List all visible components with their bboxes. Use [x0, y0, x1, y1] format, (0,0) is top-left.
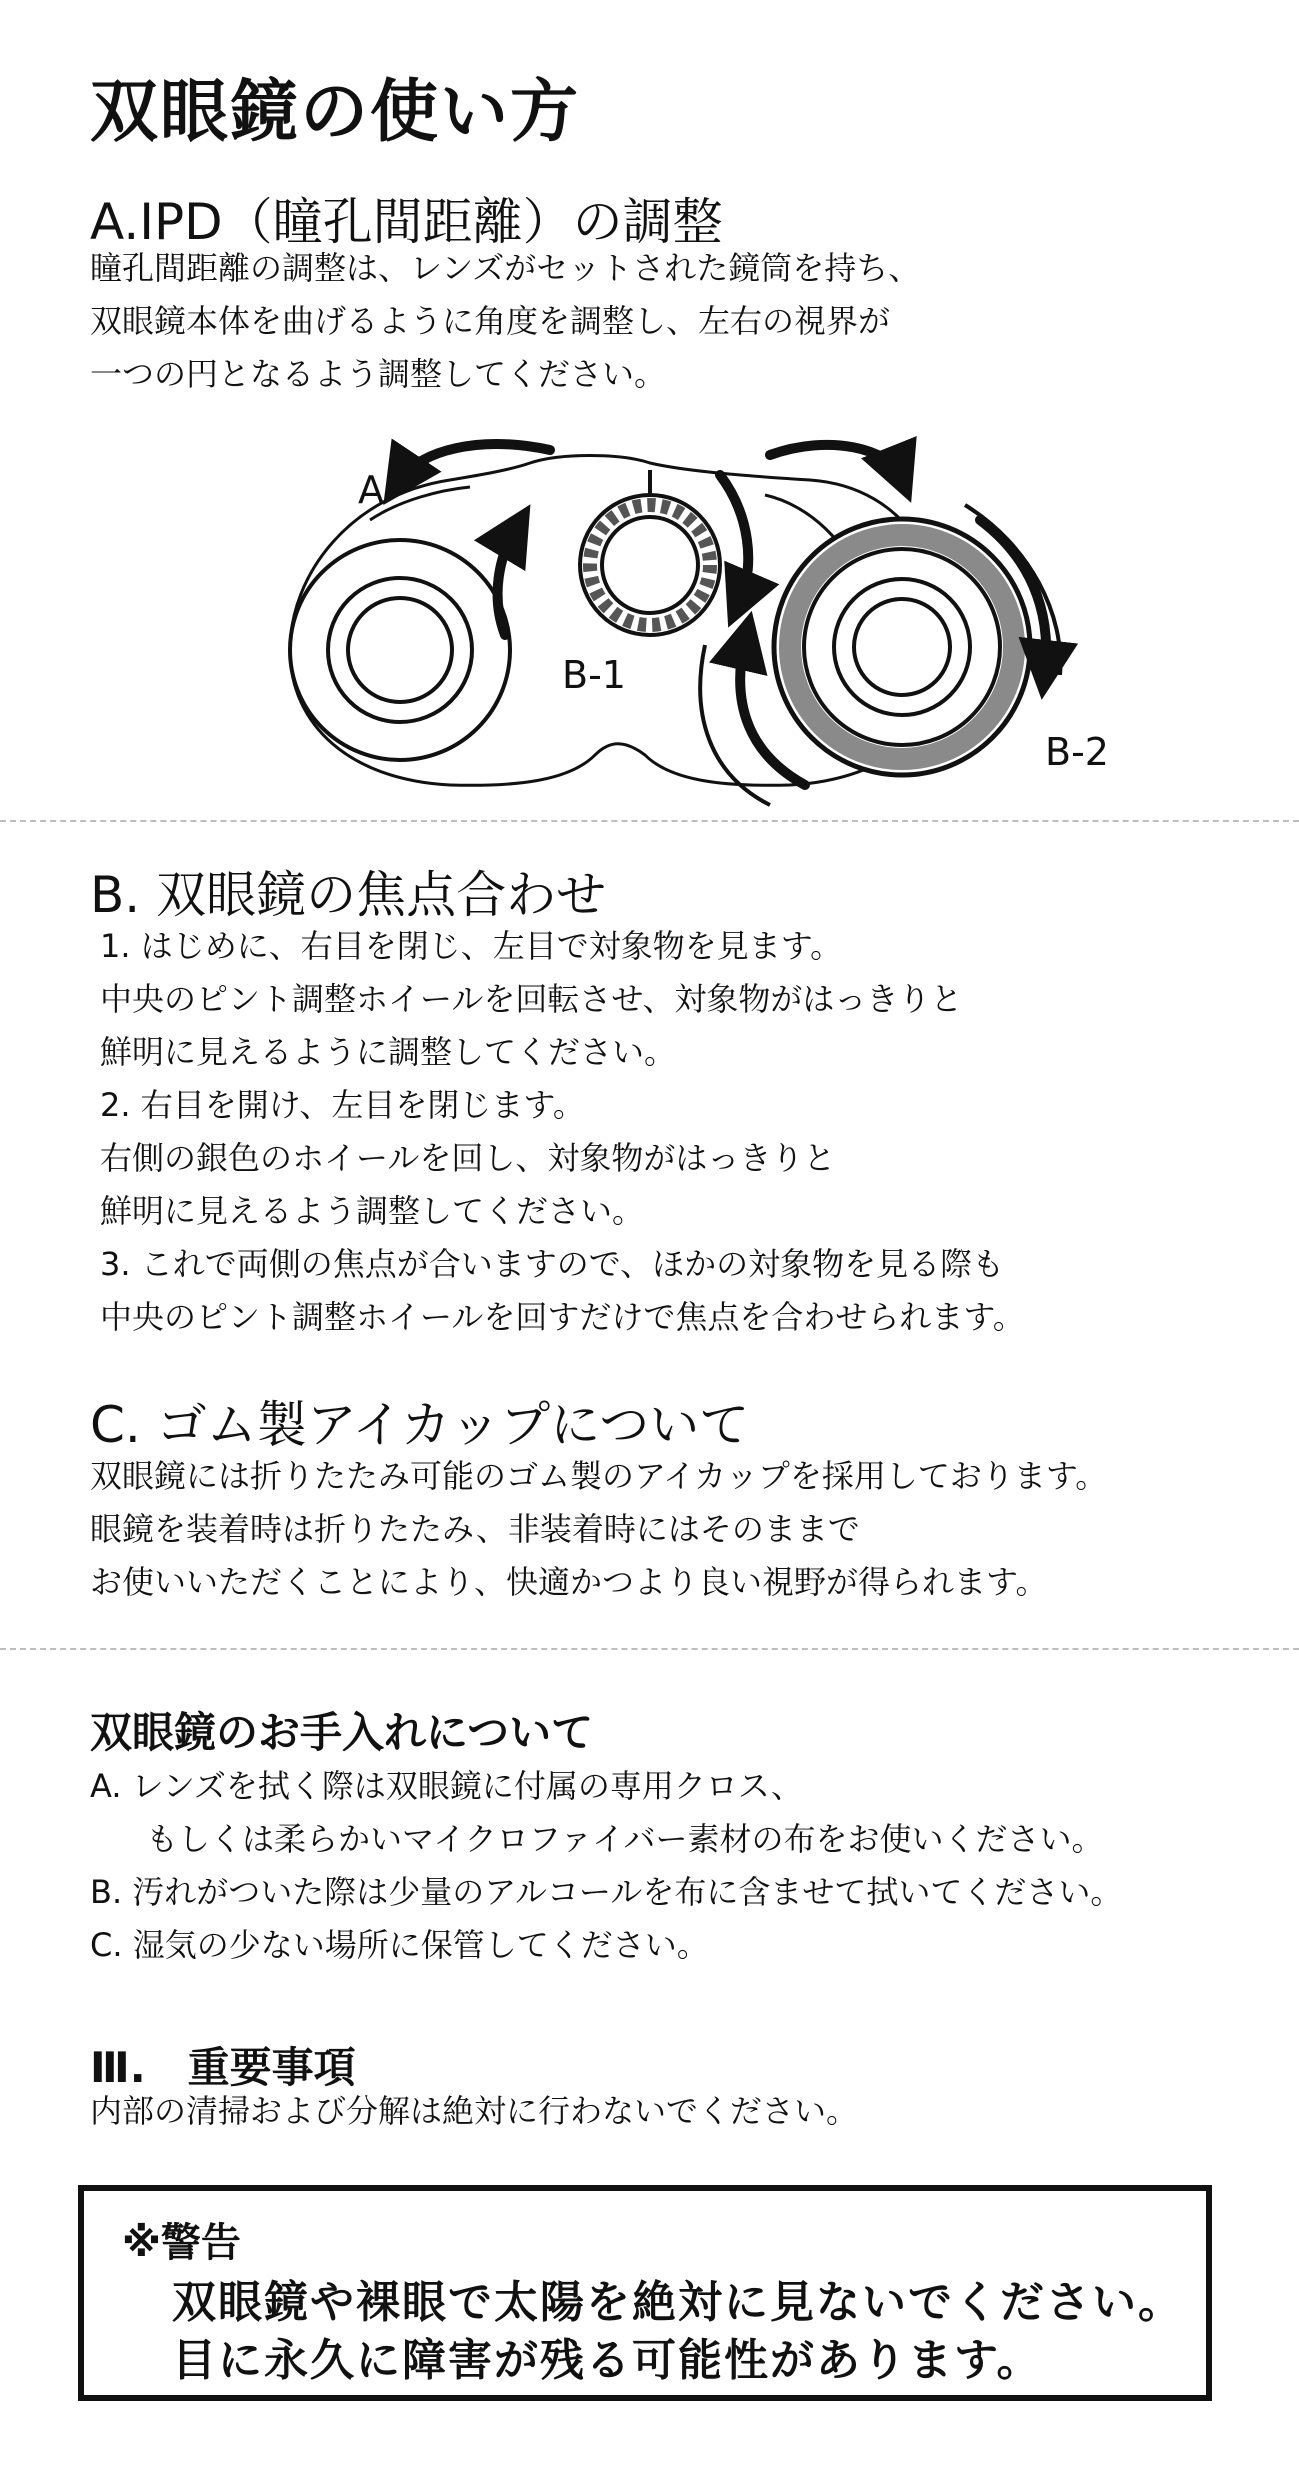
section-b-line: 1. はじめに、右目を閉じ、左目で対象物を見ます。: [100, 927, 843, 965]
divider: [0, 820, 1299, 822]
warning-title: ※警告: [122, 2220, 241, 2266]
label-b2: B-2: [1045, 730, 1109, 774]
care-line: C. 湿気の少ない場所に保管してください。: [90, 1926, 709, 1964]
warning-box: [78, 2185, 1212, 2401]
care-heading: 双眼鏡のお手入れについて: [90, 1708, 594, 1757]
left-eyepiece: [290, 540, 510, 760]
arrow-a-right-icon: [770, 445, 900, 475]
right-eyepiece: [774, 519, 1030, 775]
page-title: 双眼鏡の使い方: [90, 73, 581, 152]
important-line: 内部の清掃および分解は絶対に行わないでください。: [90, 2092, 859, 2130]
center-focus-wheel: [580, 470, 720, 635]
section-b-line: 鮮明に見えるよう調整してください。: [100, 1192, 645, 1230]
arrow-b1-right-icon: [720, 475, 748, 600]
section-a-text: [90, 242, 920, 401]
section-b-line: 中央のピント調整ホイールを回すだけで焦点を合わせられます。: [100, 1298, 1025, 1336]
divider: [0, 1648, 1299, 1650]
section-c-line: 双眼鏡には折りたたみ可能のゴム製のアイカップを採用しております。: [90, 1457, 1108, 1495]
section-c-line: 眼鏡を装着時は折りたたみ、非装着時にはそのままで: [90, 1510, 860, 1548]
section-b-line: 鮮明に見えるように調整してください。: [100, 1033, 677, 1071]
care-line: もしくは柔らかいマイクロファイバー素材の布をお使いください。: [146, 1820, 1104, 1858]
section-b-line: 3. これで両側の焦点が合いますので、ほかの対象物を見る際も: [100, 1245, 1005, 1283]
section-a-line: 瞳孔間距離の調整は、レンズがセットされた鏡筒を持ち、: [90, 249, 921, 287]
section-c-text: [90, 1450, 1107, 1609]
warning-line: 目に永久に障害が残る可能性があります。: [172, 2335, 1043, 2386]
section-b-line: 2. 右目を開け、左目を閉じます。: [100, 1086, 585, 1124]
label-b1: B-1: [562, 653, 626, 697]
important-heading: Ⅲ. 重要事項: [90, 2043, 356, 2092]
label-a: A: [358, 468, 384, 512]
section-c-heading: C. ゴム製アイカップについて: [90, 1396, 750, 1454]
care-line: A. レンズを拭く際は双眼鏡に付属の専用クロス、: [90, 1767, 803, 1805]
section-a-line: 双眼鏡本体を曲げるように角度を調整し、左右の視界が: [90, 302, 891, 340]
binocular-diagram: [250, 425, 1130, 810]
care-text: [90, 1760, 1122, 1972]
important-text: [90, 2085, 858, 2138]
section-b-heading: B. 双眼鏡の焦点合わせ: [90, 866, 607, 924]
section-a-line: 一つの円となるよう調整してください。: [90, 355, 667, 393]
section-b-line: 右側の銀色のホイールを回し、対象物がはっきりと: [100, 1139, 836, 1177]
care-line: B. 汚れがついた際は少量のアルコールを布に含ませて拭いてください。: [90, 1873, 1123, 1911]
section-b-text: [100, 920, 1025, 1344]
section-b-line: 中央のピント調整ホイールを回転させ、対象物がはっきりと: [100, 980, 963, 1018]
section-c-line: お使いいただくことにより、快適かつより良い視野が得られます。: [90, 1563, 1048, 1601]
section-a-heading: A.IPD（瞳孔間距離）の調整: [90, 193, 723, 251]
warning-line: 双眼鏡や裸眼で太陽を絶対に見ないでください。: [172, 2277, 1184, 2328]
